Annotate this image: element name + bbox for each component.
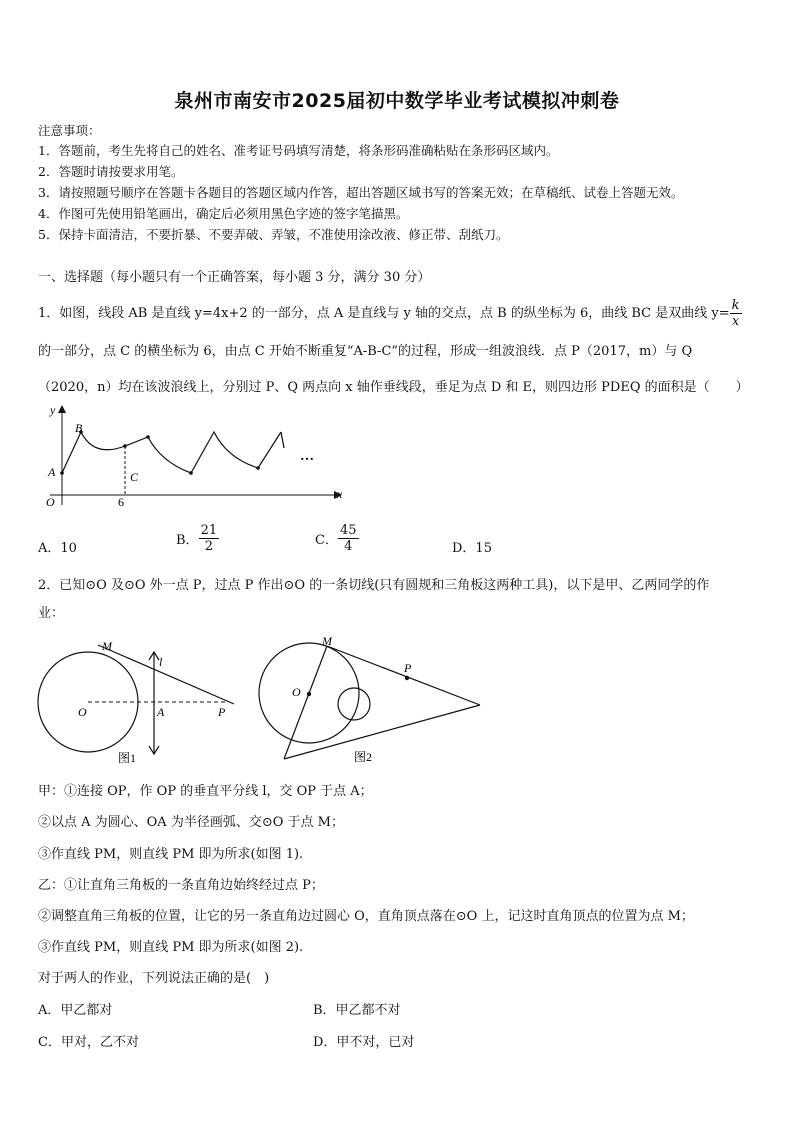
- q2-figure-1: [30, 638, 250, 768]
- label-o: O: [292, 685, 301, 699]
- q1-line3: （2020，n）均在该波浪线上，分别过 P、Q 两点向 x 轴作垂线段，垂足为点 D 和 E，则四边形 PDEQ 的面积是（ ）: [38, 380, 749, 395]
- tangent-pm: [98, 645, 234, 704]
- q2-line1: 2．已知⊙O 及⊙O 外一点 P，过点 P 作出⊙O 的一条切线(只有圆规和三角板这两种工具)，以下是甲、乙两同学的作: [38, 578, 710, 593]
- point-b-label: B: [75, 421, 83, 435]
- q2-option-d: D．甲不对，已对: [313, 1035, 415, 1050]
- q2-option-c: C．甲对，乙不对: [38, 1035, 139, 1050]
- yi-step: ②调整直角三角板的位置，让它的另一条直角边过圆心 O，直角顶点落在⊙O 上，记这时直角顶点的位置为点 M；: [38, 909, 694, 924]
- q1-line2: 的一部分，点 C 的横坐标为 6，由点 C 开始不断重复“A-B-C”的过程，形成一组波浪线．点 P（2017，m）与 Q: [38, 344, 693, 359]
- origin-label: O: [46, 495, 55, 509]
- q2-option-b: B．甲乙都不对: [313, 1003, 401, 1018]
- frac-num: k: [731, 298, 740, 313]
- point-a-label: A: [48, 465, 56, 479]
- wave-curve: [62, 432, 281, 473]
- notice-item: 5．保持卡面清洁，不要折暴、不要弄破、弄皱，不准使用涂改液、修正带、刮纸刀。: [38, 227, 509, 242]
- notice-heading: 注意事项：: [38, 123, 101, 138]
- q2-option-a: A．甲乙都对: [38, 1003, 113, 1018]
- q1-option-c: C． $\frac{45}{4}$: [315, 523, 357, 554]
- fraction-k-over-x: [730, 298, 742, 329]
- page-title: 泉州市南安市2025届初中数学毕业考试模拟冲刺卷: [174, 90, 620, 112]
- caption-fig1: 图1: [118, 751, 137, 765]
- q1-option-b: B． $\frac{21}{2}$: [176, 523, 218, 554]
- ellipsis: …: [300, 449, 314, 464]
- label-p: P: [218, 705, 226, 719]
- notice-item: 1．答题前，考生先将自己的姓名、准考证号码填写清楚，将条形码准确粘贴在条形码区域内。: [38, 143, 559, 158]
- q1-option-d: D．15: [452, 541, 492, 556]
- frac-den: x: [731, 314, 740, 329]
- q1-wave-figure: [36, 400, 356, 512]
- label-a: A: [157, 705, 165, 719]
- q1-text: 1．如图，线段 AB 是直线 y=4x+2 的一部分，点 A 是直线与 y 轴的交点，点 B 的纵坐标为 6，曲线 BC 是双曲线 y=: [38, 306, 730, 321]
- set-square-hypotenuse: [284, 705, 480, 759]
- y-axis-label: y: [50, 403, 56, 417]
- q2-line2: 业：: [38, 606, 65, 621]
- label-m: M: [322, 634, 332, 648]
- notice-item: 4．作图可先使用铅笔画出，确定后必须用黑色字迹的签字笔描黑。: [38, 206, 409, 221]
- q2-figure-2: [254, 628, 494, 764]
- x-axis-label: x: [337, 487, 343, 501]
- notice-item: 3．请按照题号顺序在答题卡各题目的答题区域内作答，超出答题区域书写的答案无效；在草稿纸、试卷上答题无效。: [38, 185, 684, 200]
- label-o: O: [78, 705, 87, 719]
- jia-step: ③作直线 PM，则直线 PM 即为所求(如图 1).: [38, 847, 304, 862]
- point-c-label: C: [130, 470, 139, 484]
- jia-step: 甲：①连接 OP，作 OP 的垂直平分线 l，交 OP 于点 A；: [38, 784, 373, 799]
- q2-question: 对于两人的作业，下列说法正确的是( ): [38, 971, 270, 986]
- yi-step: ③作直线 PM，则直线 PM 即为所求(如图 2).: [38, 940, 304, 955]
- jia-step: ②以点 A 为圆心、OA 为半径画弧、交⊙O 于点 M；: [38, 815, 344, 830]
- label-m: M: [102, 639, 112, 653]
- caption-fig2: 图2: [354, 750, 373, 764]
- tangent-pm: [327, 646, 480, 705]
- label-p: P: [404, 661, 412, 675]
- q1-option-a: A．10: [38, 541, 77, 556]
- label-l: l: [159, 655, 163, 669]
- notice-item: 2．答题时请按要求用笔。: [38, 164, 184, 179]
- yi-step: 乙：①让直角三角板的一条直角边始终经过点 P；: [38, 878, 324, 893]
- section-heading: 一、选择题（每小题只有一个正确答案，每小题 3 分，满分 30 分）: [38, 270, 431, 285]
- tick-label-6: 6: [118, 495, 124, 509]
- q1-line1: [38, 298, 742, 329]
